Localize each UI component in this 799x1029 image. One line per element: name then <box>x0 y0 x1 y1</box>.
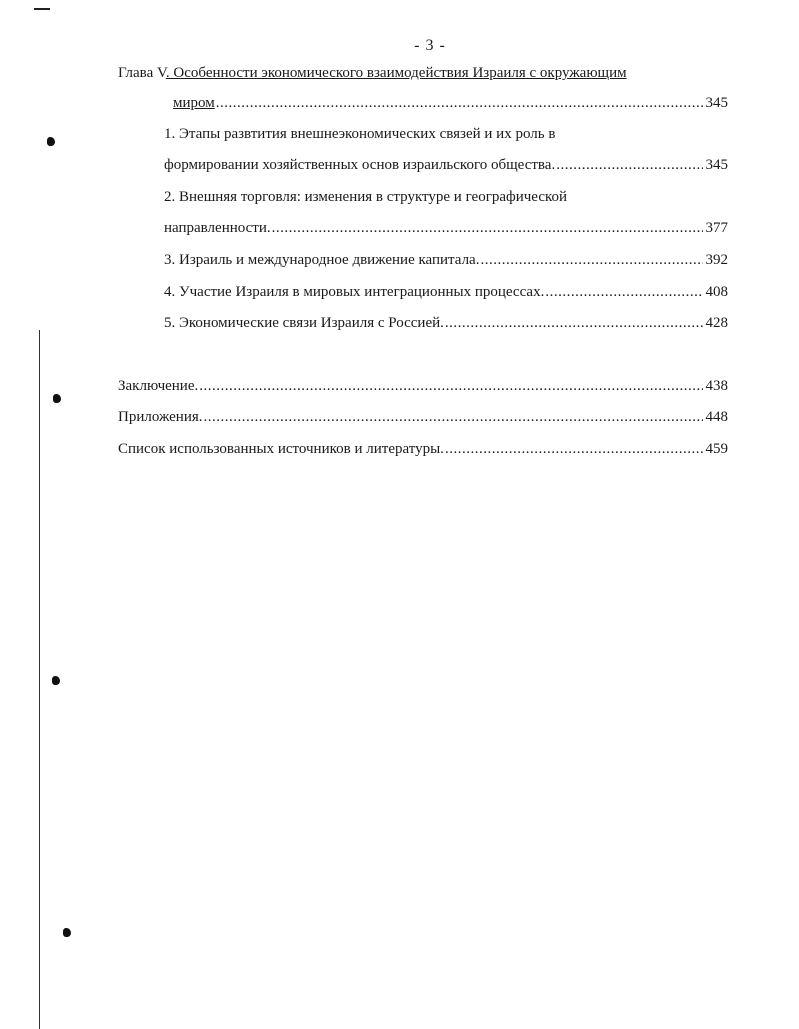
toc-entry-bibliography[interactable] <box>118 438 728 460</box>
dot-leader <box>445 438 703 460</box>
toc-entry-chapter[interactable] <box>173 92 728 114</box>
section-title: направленности. <box>164 220 271 236</box>
page-number: - 3 - <box>414 37 446 54</box>
page-ref: 428 <box>705 315 728 331</box>
page-ref: 459 <box>705 441 728 457</box>
scan-artifact-speck <box>52 676 60 685</box>
scan-artifact-speck <box>47 137 55 146</box>
toc-entry-appendices[interactable] <box>118 406 728 428</box>
entry-title: Заключение. <box>118 378 199 394</box>
entry-title: Список использованных источников и литературы. <box>118 441 444 457</box>
dot-leader <box>204 406 703 428</box>
page-ref: 377 <box>705 220 728 236</box>
chapter-heading <box>118 62 627 84</box>
chapter-title-continued: миром <box>173 95 215 111</box>
section-title: формировании хозяйственных основ израильского общества. <box>164 157 556 173</box>
scan-artifact-dash <box>34 8 50 10</box>
chapter-prefix: Глава V <box>118 65 166 81</box>
toc-entry-section-2-line1: 2. Внешняя торговля: изменения в структуре и географической <box>164 189 568 205</box>
page-ref: 345 <box>705 157 728 173</box>
section-title: 4. Участие Израиля в мировых интеграционных процессах. <box>164 284 545 300</box>
toc-entry-section-4[interactable] <box>164 281 728 303</box>
scan-artifact-speck <box>53 394 61 403</box>
entry-title: Приложения. <box>118 409 203 425</box>
section-title: 3. Израиль и международное движение капитала. <box>164 252 480 268</box>
dot-leader <box>216 92 703 114</box>
page-ref: 392 <box>705 252 728 268</box>
dot-leader <box>272 217 703 239</box>
page-ref: 438 <box>705 378 728 394</box>
page-ref: 448 <box>705 409 728 425</box>
toc-entry-section-5[interactable] <box>164 312 728 334</box>
dot-leader <box>199 375 702 397</box>
toc-entry-section-1-line1: 1. Этапы развтития внешнеэкономических связей и их роль в <box>164 126 556 142</box>
section-title: 5. Экономические связи Израиля с Россией. <box>164 315 444 331</box>
dot-leader <box>480 249 702 271</box>
scan-artifact-edge <box>39 330 40 1029</box>
dot-leader <box>445 312 703 334</box>
toc-entry-conclusion[interactable] <box>118 375 728 397</box>
toc-entry-section-1[interactable] <box>164 154 728 176</box>
page-ref: 408 <box>705 284 728 300</box>
toc-entry-section-3[interactable] <box>164 249 728 271</box>
scan-artifact-speck <box>63 928 71 937</box>
toc-entry-section-2[interactable] <box>164 217 728 239</box>
dot-leader <box>545 281 702 303</box>
chapter-title: . Особенности экономического взаимодействия Израиля с окружающим <box>165 65 627 81</box>
page-ref: 345 <box>705 95 728 111</box>
dot-leader <box>556 154 702 176</box>
